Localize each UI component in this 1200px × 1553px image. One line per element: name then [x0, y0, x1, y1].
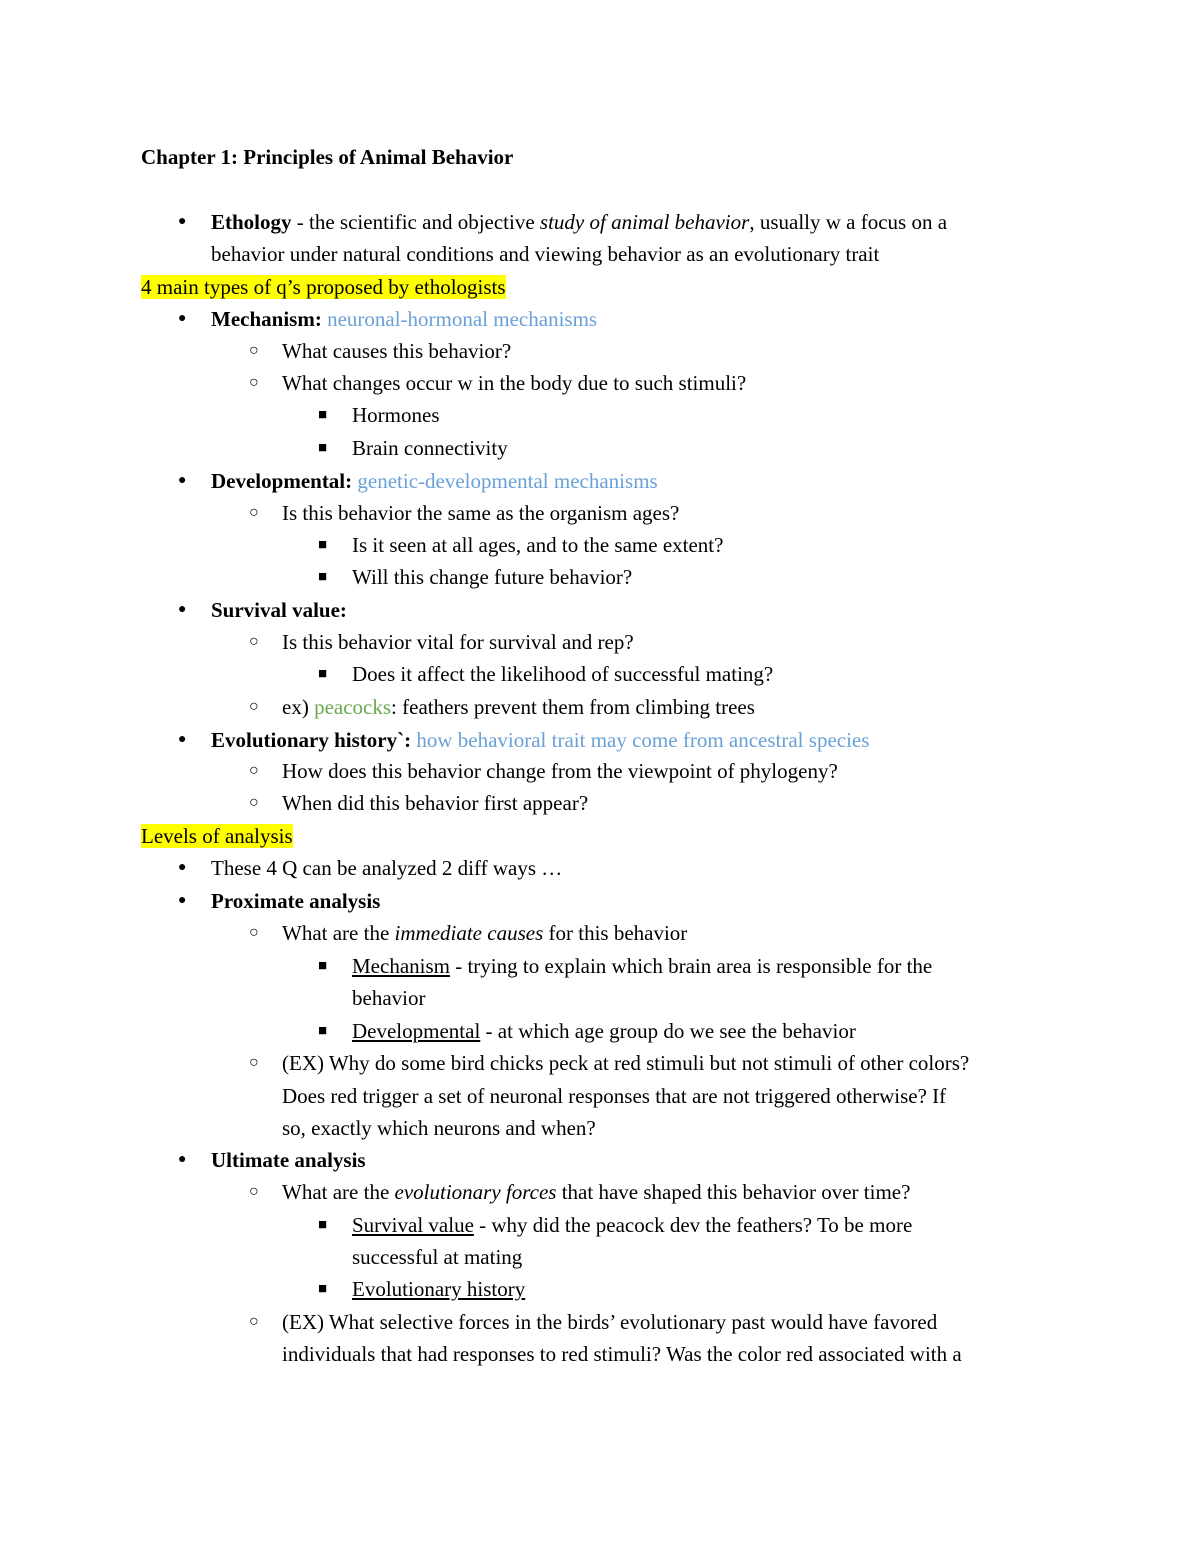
evolutionary-label: Evolutionary history`: — [211, 728, 412, 752]
list-item: Brain connectivity — [352, 436, 508, 460]
mechanism-label: Mechanism: — [211, 307, 322, 331]
text-run: for this behavior — [543, 921, 688, 945]
ultimate-label — [211, 1146, 366, 1174]
text-run: that have shaped this behavior over time? — [556, 1180, 911, 1204]
developmental-desc: genetic-developmental mechanisms — [357, 469, 658, 493]
page-title: Chapter 1: Principles of Animal Behavior — [141, 145, 514, 169]
bold-text: Ultimate analysis — [211, 1148, 366, 1172]
list-item — [282, 919, 687, 947]
evolutionary-item — [211, 726, 869, 754]
list-item: Hormones — [352, 403, 440, 427]
survival-item — [211, 596, 347, 624]
text-run: - the scientific and objective — [291, 210, 540, 234]
italic-run: immediate causes — [394, 921, 544, 945]
highlighted-heading — [141, 822, 293, 850]
list-item — [282, 1178, 910, 1206]
square-bullet-icon: ■ — [318, 958, 328, 974]
list-item: Will this change future behavior? — [352, 565, 633, 589]
bullet-icon: ● — [178, 1152, 187, 1167]
circle-bullet-icon: ○ — [249, 794, 259, 811]
bold-text: Proximate analysis — [211, 889, 381, 913]
circle-bullet-icon: ○ — [249, 762, 259, 779]
text-run: What are the — [282, 1180, 395, 1204]
list-item-continuation: individuals that had responses to red stimuli? Was the color red associated with a — [282, 1342, 962, 1366]
bullet-icon: ● — [178, 473, 187, 488]
circle-bullet-icon: ○ — [249, 1313, 259, 1330]
list-item — [282, 693, 755, 721]
underlined-term: Mechanism — [352, 954, 450, 978]
list-item: What changes occur w in the body due to such stimuli? — [282, 371, 747, 395]
underlined-term: Survival value — [352, 1213, 474, 1237]
list-item: Does it affect the likelihood of successful mating? — [352, 662, 774, 686]
text-run: , usually w a focus on a — [749, 210, 948, 234]
developmental-label: Developmental: — [211, 469, 353, 493]
list-item-continuation: behavior — [352, 986, 426, 1010]
ethology-definition-line2: behavior under natural conditions and viewing behavior as an evolutionary trait — [211, 242, 880, 266]
list-item: Is it seen at all ages, and to the same extent? — [352, 533, 724, 557]
highlighted-heading — [141, 273, 506, 301]
list-item — [352, 1017, 856, 1045]
list-item: Is this behavior vital for survival and rep? — [282, 630, 634, 654]
list-item — [352, 1275, 525, 1303]
circle-bullet-icon: ○ — [249, 698, 259, 715]
square-bullet-icon: ■ — [318, 1023, 328, 1039]
mechanism-desc: neuronal-hormonal mechanisms — [327, 307, 598, 331]
square-bullet-icon: ■ — [318, 407, 328, 423]
ethology-term: Ethology — [211, 210, 292, 234]
square-bullet-icon: ■ — [318, 569, 328, 585]
circle-bullet-icon: ○ — [249, 924, 259, 941]
square-bullet-icon: ■ — [318, 666, 328, 682]
bullet-icon: ● — [178, 860, 187, 875]
underlined-term: Developmental — [352, 1019, 481, 1043]
list-item: When did this behavior first appear? — [282, 791, 589, 815]
bullet-icon: ● — [178, 311, 187, 326]
list-item — [352, 1211, 912, 1239]
list-item: (EX) Why do some bird chicks peck at red stimuli but not stimuli of other colors? — [282, 1051, 970, 1075]
circle-bullet-icon: ○ — [249, 1183, 259, 1200]
list-item: What causes this behavior? — [282, 339, 512, 363]
text-run: What are the — [282, 921, 395, 945]
text-run: - why did the peacock dev the feathers? To be more — [473, 1213, 913, 1237]
text-run: - at which age group do we see the behavior — [480, 1019, 856, 1043]
text-run: ex) — [282, 695, 315, 719]
bullet-icon: ● — [178, 602, 187, 617]
circle-bullet-icon: ○ — [249, 633, 259, 650]
list-item: (EX) What selective forces in the birds’ evolutionary past would have favored — [282, 1310, 938, 1334]
circle-bullet-icon: ○ — [249, 342, 259, 359]
bullet-icon: ● — [178, 893, 187, 908]
bullet-icon: ● — [178, 732, 187, 747]
proximate-label — [211, 887, 380, 915]
circle-bullet-icon: ○ — [249, 504, 259, 521]
survival-label: Survival value: — [211, 598, 347, 622]
italic-run: evolutionary forces — [394, 1180, 557, 1204]
evolutionary-desc: how behavioral trait may come from ancestral species — [416, 728, 870, 752]
list-item-continuation: Does red trigger a set of neuronal responses that are not triggered otherwise? If — [282, 1084, 947, 1108]
highlight-text: 4 main types of q’s proposed by ethologists — [141, 275, 506, 299]
square-bullet-icon: ■ — [318, 1281, 328, 1297]
ethology-definition — [211, 208, 947, 236]
list-item — [352, 952, 932, 980]
square-bullet-icon: ■ — [318, 537, 328, 553]
mechanism-item — [211, 305, 597, 333]
text-run: - trying to explain which brain area is responsible for the — [449, 954, 933, 978]
list-item-continuation: so, exactly which neurons and when? — [282, 1116, 596, 1140]
list-item: How does this behavior change from the viewpoint of phylogeny? — [282, 759, 838, 783]
square-bullet-icon: ■ — [318, 1217, 328, 1233]
green-text: peacocks — [314, 695, 392, 719]
list-item: Is this behavior the same as the organism ages? — [282, 501, 680, 525]
highlight-text: Levels of analysis — [141, 824, 293, 848]
italic-run: study of animal behavior — [539, 210, 750, 234]
text-run: : feathers prevent them from climbing trees — [391, 695, 755, 719]
bullet-icon: ● — [178, 214, 187, 229]
list-item-continuation: successful at mating — [352, 1245, 523, 1269]
underlined-term: Evolutionary history — [352, 1277, 526, 1301]
circle-bullet-icon: ○ — [249, 374, 259, 391]
developmental-item — [211, 467, 658, 495]
square-bullet-icon: ■ — [318, 440, 328, 456]
circle-bullet-icon: ○ — [249, 1054, 259, 1071]
list-item: These 4 Q can be analyzed 2 diff ways … — [211, 856, 563, 880]
